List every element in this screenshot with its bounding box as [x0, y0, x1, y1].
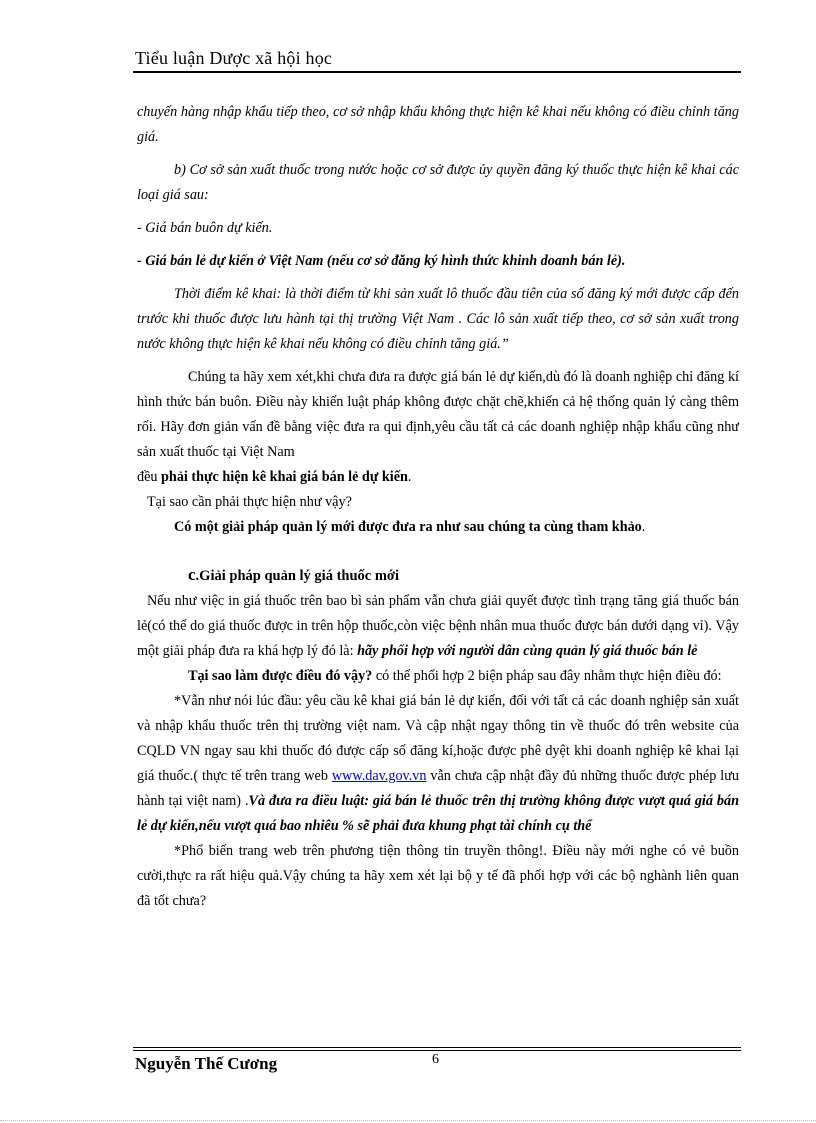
solution-intro-end: .: [641, 519, 646, 535]
paragraph-domestic-producers: b) Cơ sở sản xuất thuốc trong nước hoặc cơ sở được ủy quyền đăng ký thuốc thực hiện kê khai các loại giá sau:: [137, 162, 739, 203]
paragraph-requirement: [137, 465, 739, 490]
footer-author: Nguyễn Thế Cương: [135, 1054, 278, 1073]
measure-one-mid: vẫn chưa cập nhật đầy đủ những thuốc được phép lưu hành tại việt nam) .: [137, 768, 739, 809]
price-printing-text: Nếu như việc in giá thuốc trên bao bì sản phẩm vẫn chưa giải quyết được tình trạng tăng giá thuốc bán lẻ(có thể do giá thuốc được in trên hộp thuốc,còn việc bệnh nhân mua thuốc được bán dưới dạng vỉ). Vậy một giải pháp đưa ra khá hợp lý đó là:: [137, 593, 739, 659]
price-printing-bold: hãy phối hợp với người dân cùng quản lý giá thuốc bán lẻ: [357, 643, 698, 659]
header-rule: [133, 71, 741, 73]
paragraph-measure-two: *Phổ biến trang web trên phương tiện thông tin truyền thông!. Điều này mới nghe có vẻ buồn cười,thực ra rất hiệu quả.Vậy chúng ta hãy xem xét lại bộ y tế đã phối hợp với các bộ nghành liên quan đã tốt chưa?: [137, 843, 739, 909]
measure-one-bold: Và đưa ra điều luật: giá bán lẻ thuốc trên thị trường không được vượt quá giá bán lẻ dự kiến,nếu vượt quá bao nhiêu % sẽ phải đưa khung phạt tài chính cụ thể: [137, 793, 739, 834]
document-body: [137, 100, 739, 914]
paragraph-discussion: Chúng ta hãy xem xét,khi chưa đưa ra được giá bán lẻ dự kiến,dù đó là doanh nghiệp chỉ đăng kí hình thức bán buôn. Điều này khiến luật pháp không được chặt chẽ,khiến cả hệ thống quản lý càng thêm rối. Hãy đơn giản vấn đề bằng việc đưa ra qui định,yêu cầu tất cả các doanh nghiệp nhập khẩu cũng như sản xuất thuốc tại Việt Nam: [137, 369, 739, 460]
page-bottom-edge: [0, 1120, 816, 1121]
why-rest: có thể phối hợp 2 biện pháp sau đây nhằm thực hiện điều đó:: [372, 668, 722, 684]
dav-website-link[interactable]: www.dav.gov.vn: [331, 768, 427, 784]
paragraph-wholesale-price: - Giá bán buôn dự kiến.: [137, 220, 273, 236]
requirement-bold: phải thực hiện kê khai giá bán lẻ dự kiến: [161, 469, 408, 485]
requirement-end: .: [407, 469, 412, 485]
footer-rule-double: [133, 1050, 741, 1051]
paragraph-measure-one: [137, 689, 739, 839]
footer-rule: [133, 1047, 741, 1048]
paragraph-import-continuation: chuyến hàng nhập khẩu tiếp theo, cơ sở nhập khẩu không thực hiện kê khai nếu không có điều chỉnh tăng giá.: [137, 104, 739, 145]
requirement-lead: đều: [137, 469, 162, 485]
section-heading-text: .Giải pháp quản lý giá thuốc mới: [195, 568, 399, 584]
page-header-title: Tiểu luận Dược xã hội học: [135, 48, 333, 68]
paragraph-retail-price: - Giá bán lẻ dự kiến ở Việt Nam (nếu cơ sở đăng ký hình thức khinh doanh bán lẻ).: [137, 253, 626, 269]
section-heading: [137, 562, 739, 589]
measure-one-text: *Vẫn như nói lúc đầu: yêu cầu kê khai giá bán lẻ dự kiến, đối với tất cả các doanh nghiệp sản xuất và nhập khẩu thuốc trên thị trường việt nam. Và cập nhật ngay thông tin về thuốc đó trên website của CQLD VN ngay sau khi thuốc đó được cấp số đăng kí,hoặc được phê dyệt khi doanh nghiệp kê khai lại giá thuốc.( thực tế trên trang web: [137, 693, 739, 784]
paragraph-why: [137, 664, 739, 689]
paragraph-question: Tại sao cần phải thực hiện như vậy?: [147, 494, 352, 510]
paragraph-declaration-time: Thời điểm kê khai: là thời điểm từ khi sản xuất lô thuốc đầu tiên của số đăng ký mới được cấp đến trước khi thuốc được lưu hành tại thị trường Việt Nam . Các lô sản xuất tiếp theo, cơ sở sản xuất trong nước không thực hiện kê khai nếu không có điều chỉnh tăng giá.”: [137, 286, 739, 352]
why-bold: Tại sao làm được điều đó vậy?: [188, 668, 373, 684]
section-heading-letter: c: [188, 565, 196, 584]
paragraph-price-printing: [137, 589, 739, 664]
solution-intro-bold: Có một giải pháp quản lý mới được đưa ra như sau chúng ta cùng tham khảo: [174, 519, 642, 535]
page-number: 6: [432, 1052, 439, 1067]
paragraph-solution-intro: [137, 515, 739, 540]
